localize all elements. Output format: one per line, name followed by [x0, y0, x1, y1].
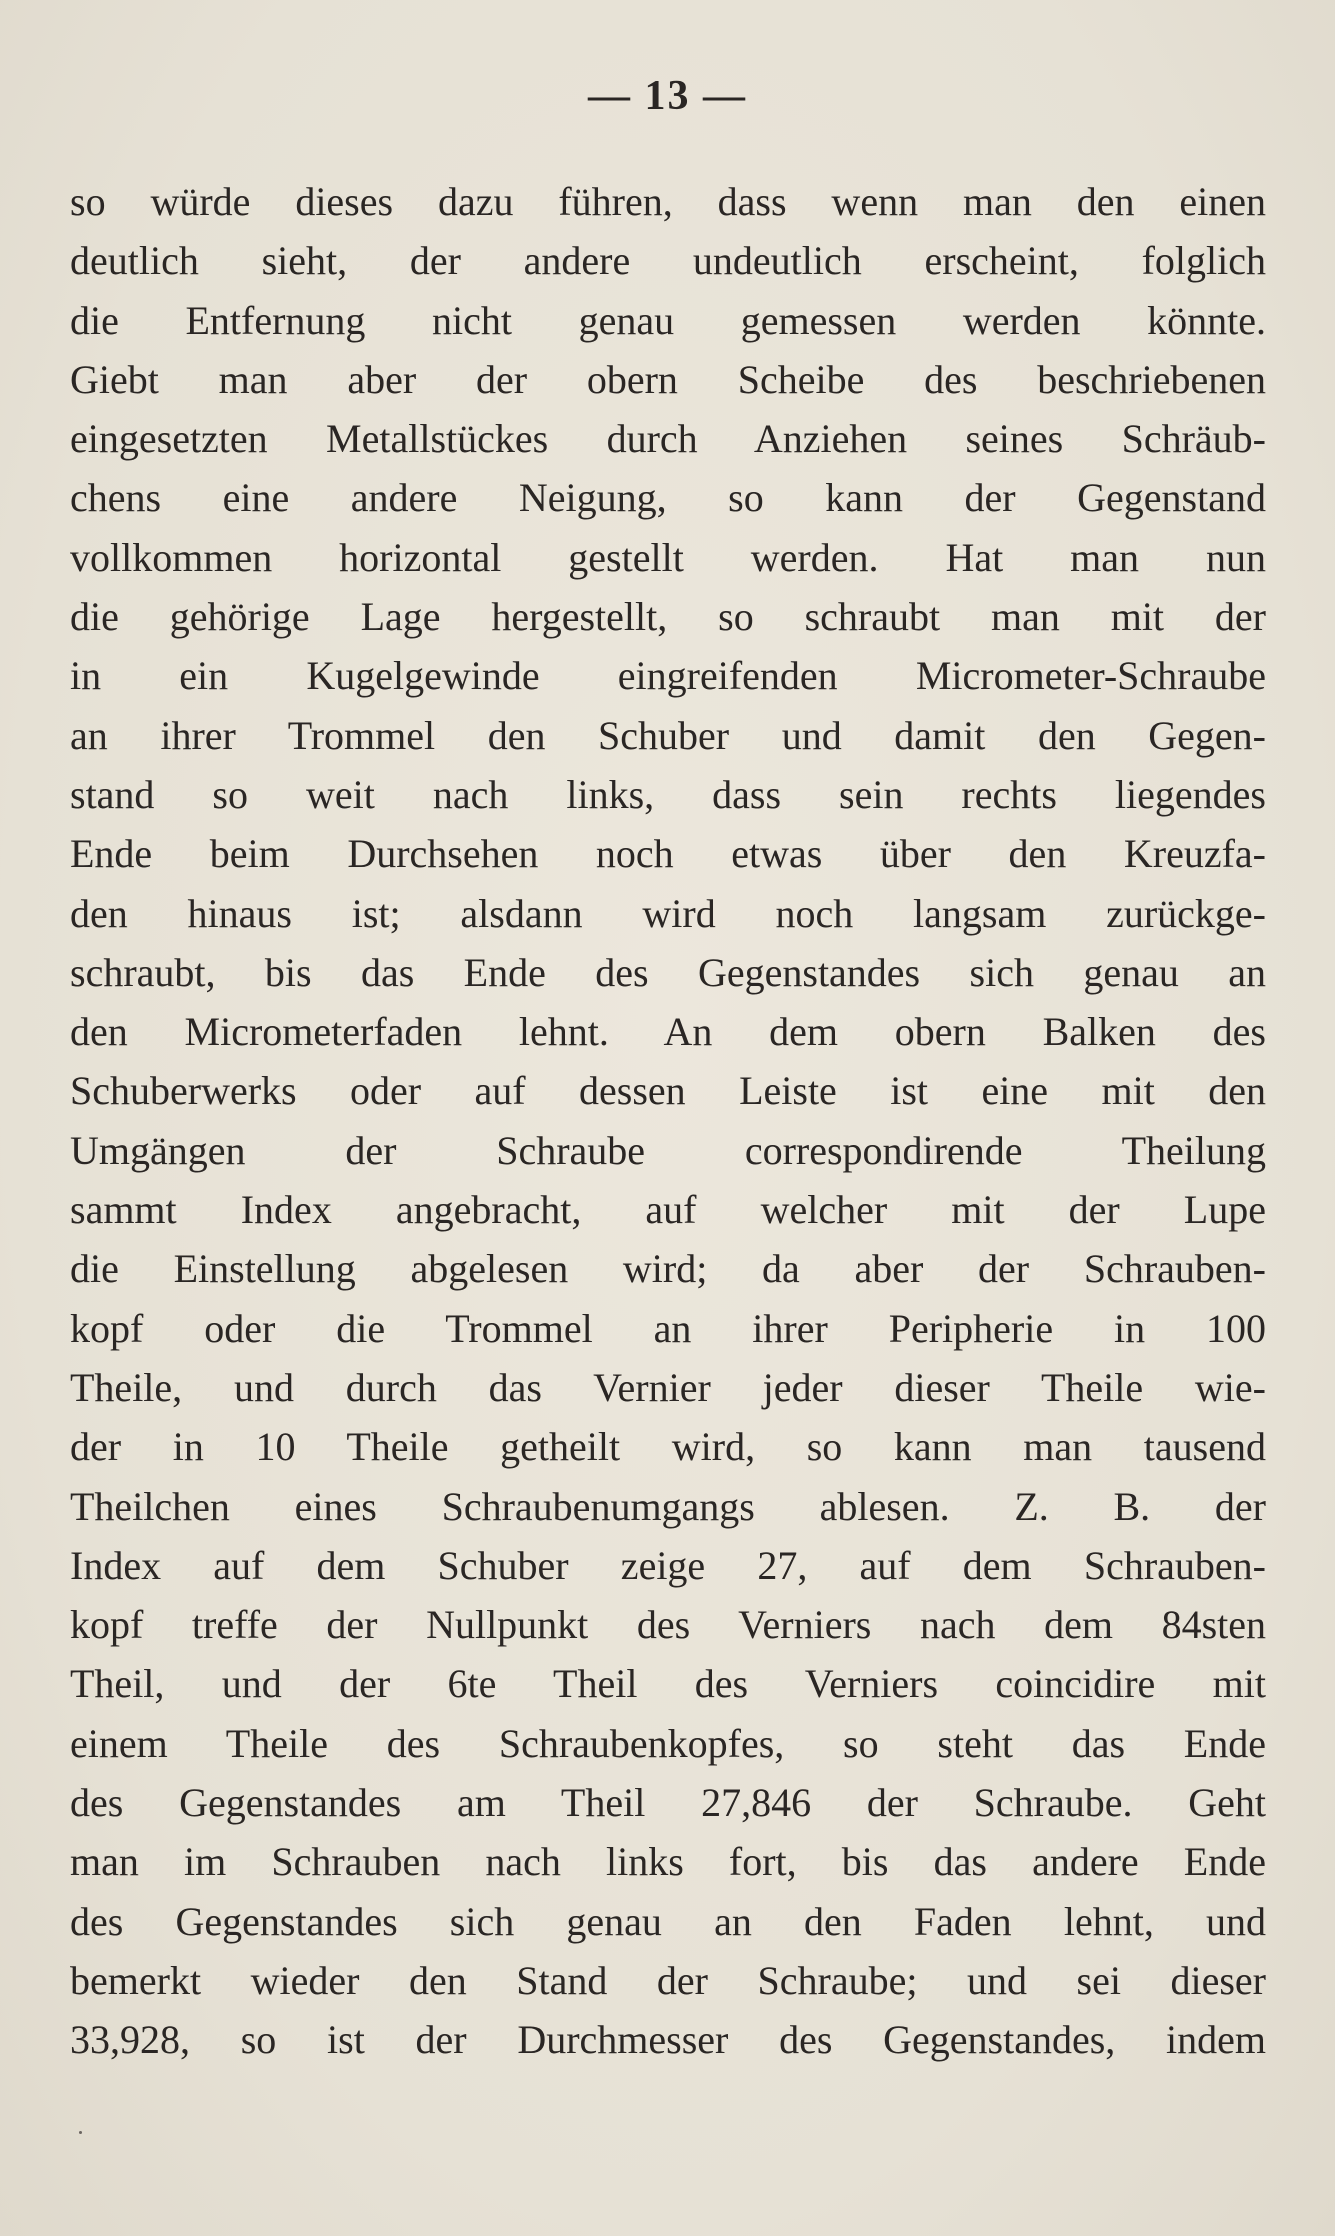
text-line: stand so weit nach links, dass sein rechts liegendes: [70, 771, 1266, 817]
text-line: man im Schrauben nach links fort, bis das andere Ende: [70, 1839, 1266, 1885]
paper-speck: [79, 2131, 82, 2134]
text-line: Schuberwerks oder auf dessen Leiste ist eine mit den: [70, 1068, 1266, 1114]
text-line: schraubt, bis das Ende des Gegenstandes sich genau an: [70, 949, 1266, 995]
text-line: chens eine andere Neigung, so kann der Gegenstand: [70, 475, 1266, 521]
text-line: Umgängen der Schraube correspondirende Theilung: [70, 1127, 1266, 1173]
text-line: Theilchen eines Schraubenumgangs ablesen. Z. B. der: [70, 1483, 1266, 1529]
text-line: die gehörige Lage hergestellt, so schraubt man mit der: [70, 594, 1266, 640]
text-line: des Gegenstandes am Theil 27,846 der Schraube. Geht: [70, 1780, 1266, 1826]
text-line: an ihrer Trommel den Schuber und damit den Gegen-: [70, 712, 1266, 758]
text-line: vollkommen horizontal gestellt werden. Hat man nun: [70, 534, 1266, 580]
text-line: deutlich sieht, der andere undeutlich erscheint, folglich: [70, 238, 1266, 284]
text-line: kopf oder die Trommel an ihrer Peripherie in 100: [70, 1305, 1266, 1351]
text-line: den Micrometerfaden lehnt. An dem obern Balken des: [70, 1009, 1266, 1055]
text-line: Index auf dem Schuber zeige 27, auf dem Schrauben-: [70, 1542, 1266, 1588]
text-line: eingesetzten Metallstückes durch Anziehen seines Schräub-: [70, 416, 1266, 462]
text-line: sammt Index angebracht, auf welcher mit der Lupe: [70, 1187, 1266, 1233]
body-text: [70, 172, 1266, 2070]
text-line: so würde dieses dazu führen, dass wenn man den einen: [70, 179, 1266, 224]
text-line: 33,928, so ist der Durchmesser des Gegenstandes, indem: [70, 2017, 1266, 2063]
text-line: einem Theile des Schraubenkopfes, so steht das Ende: [70, 1720, 1266, 1766]
text-line: die Entfernung nicht genau gemessen werden könnte.: [70, 297, 1266, 343]
text-line: bemerkt wieder den Stand der Schraube; und sei dieser: [70, 1957, 1266, 2003]
text-line: Ende beim Durchsehen noch etwas über den Kreuzfa-: [70, 831, 1266, 877]
text-line: in ein Kugelgewinde eingreifenden Micrometer-Schraube: [70, 653, 1266, 699]
text-line: kopf treffe der Nullpunkt des Verniers nach dem 84sten: [70, 1602, 1266, 1648]
text-line: die Einstellung abgelesen wird; da aber der Schrauben-: [70, 1246, 1266, 1292]
text-line: Theil, und der 6te Theil des Verniers coincidire mit: [70, 1661, 1266, 1707]
text-line: des Gegenstandes sich genau an den Faden lehnt, und: [70, 1898, 1266, 1944]
text-line: den hinaus ist; alsdann wird noch langsam zurückge-: [70, 890, 1266, 936]
text-line: Giebt man aber der obern Scheibe des beschriebenen: [70, 356, 1266, 402]
text-line: Theile, und durch das Vernier jeder dieser Theile wie-: [70, 1364, 1266, 1410]
page-number: — 13 —: [588, 73, 747, 119]
text-line: der in 10 Theile getheilt wird, so kann man tausend: [70, 1424, 1266, 1470]
